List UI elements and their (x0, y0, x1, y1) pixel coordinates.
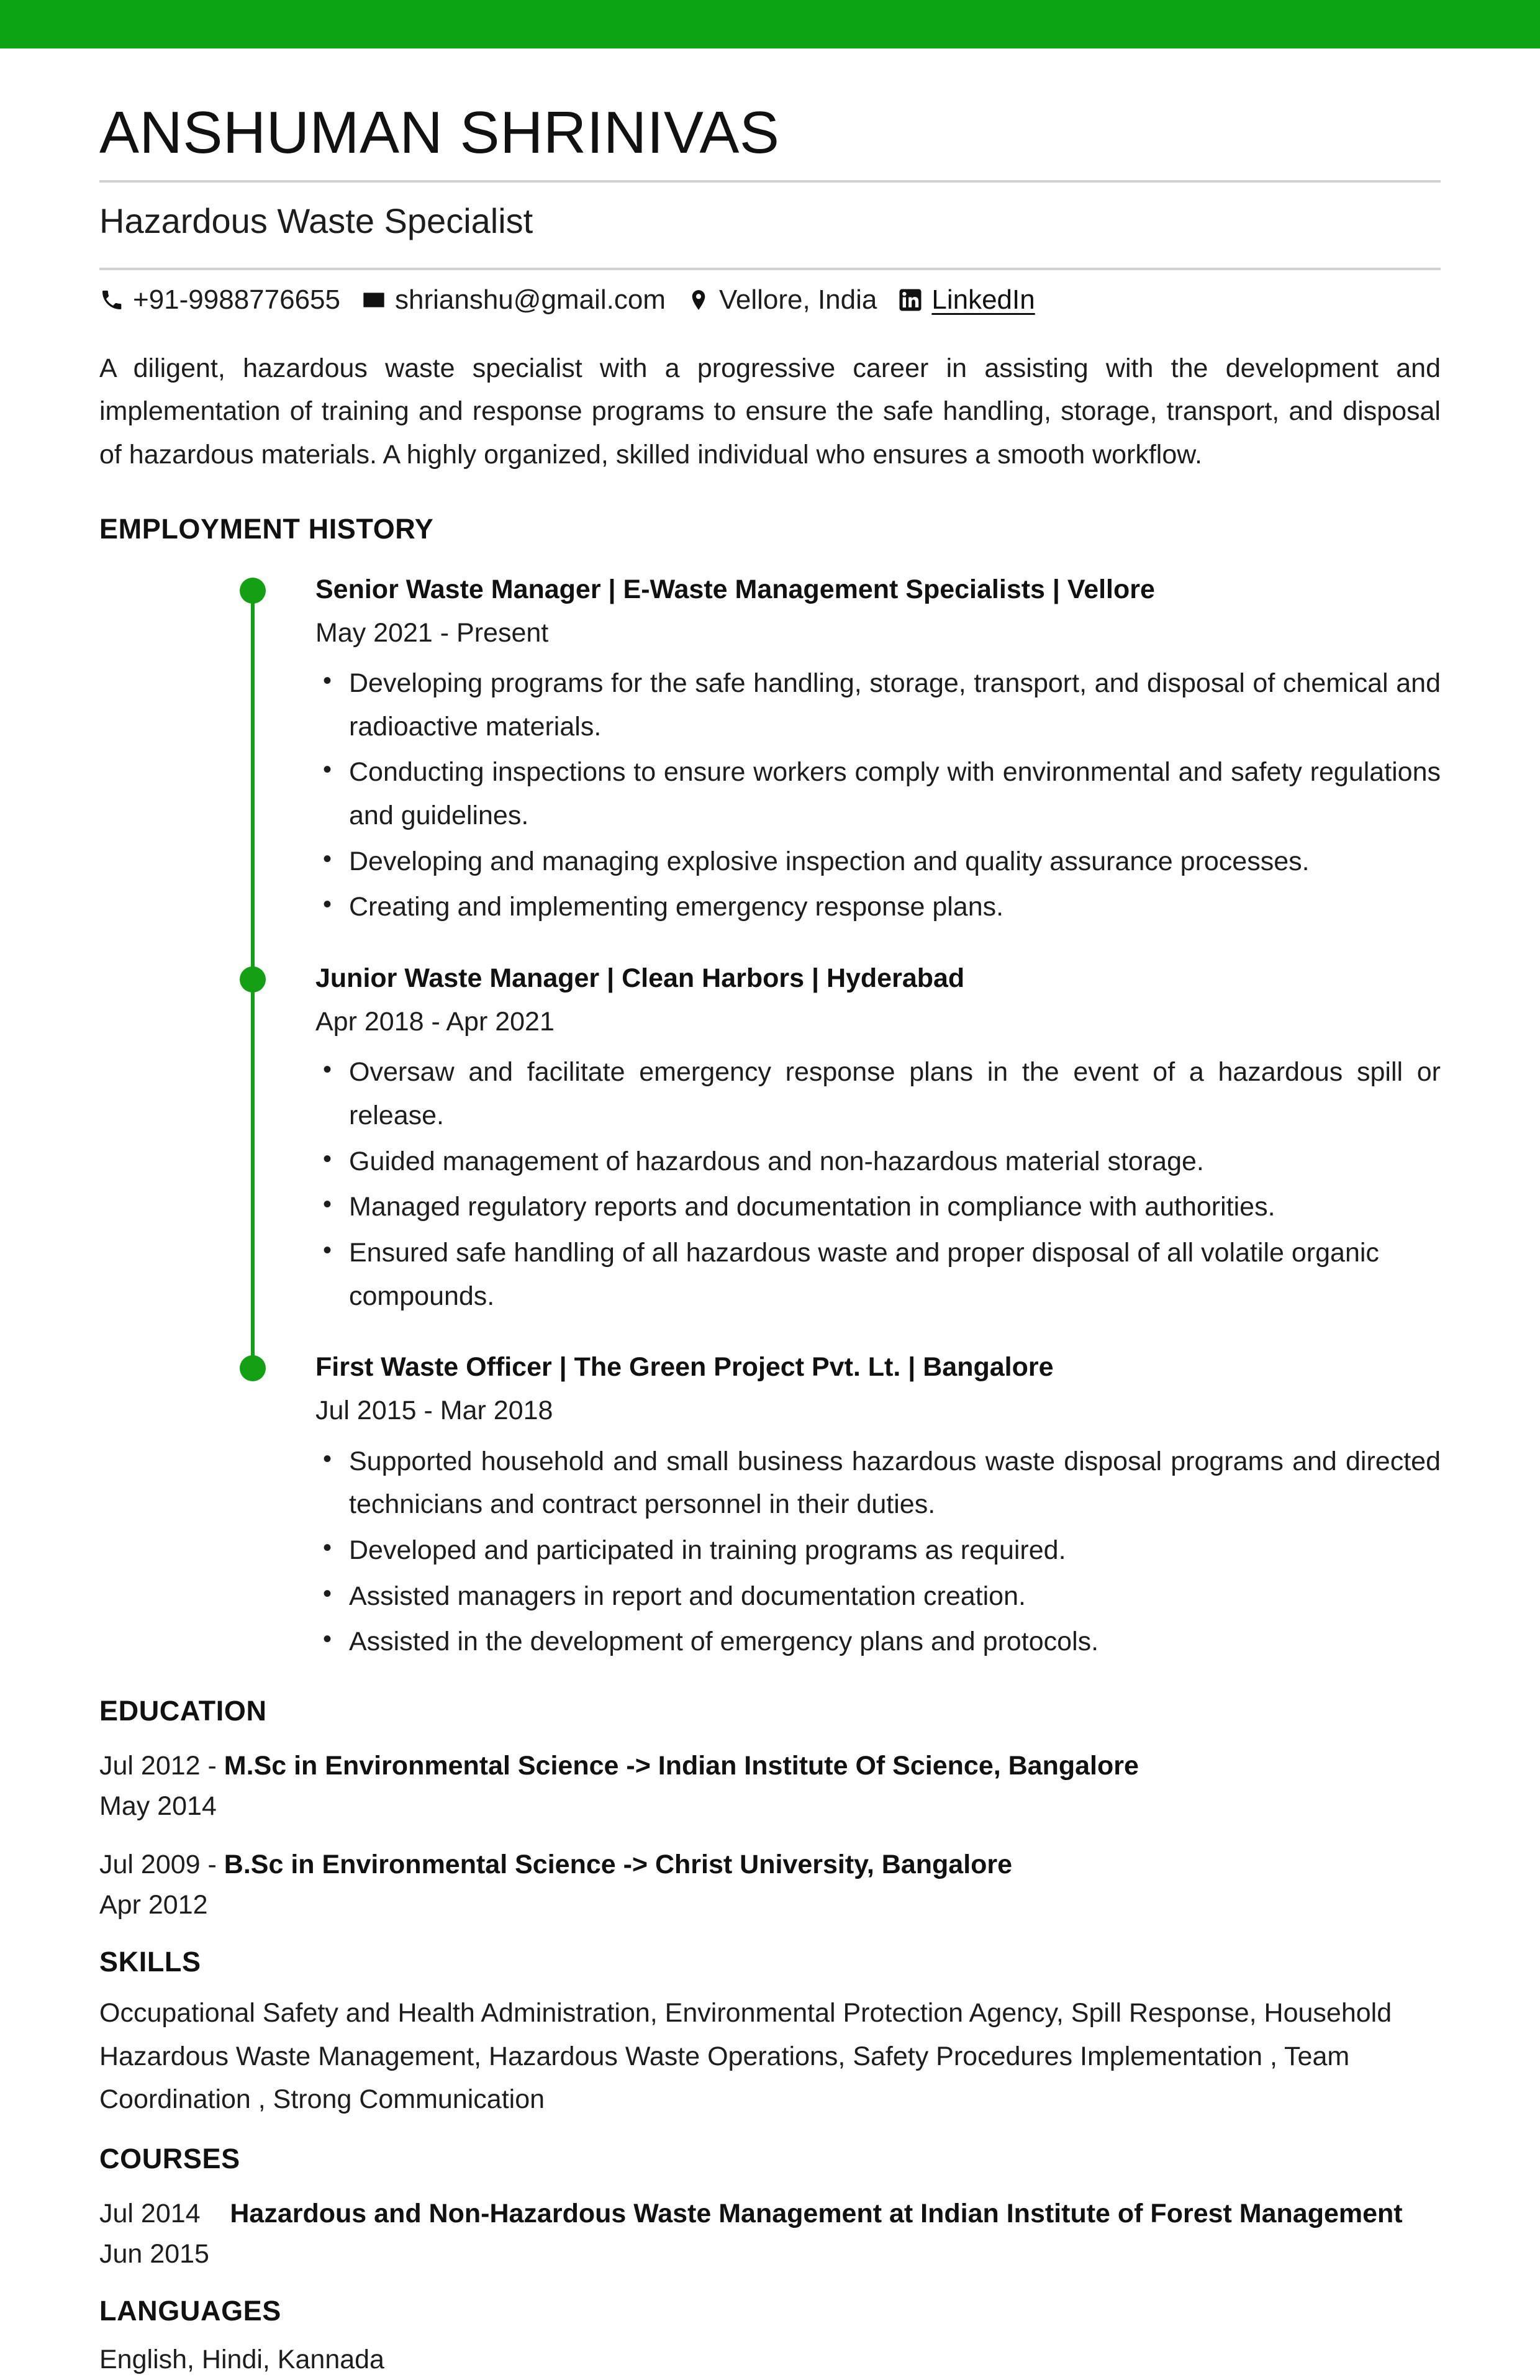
languages-section (99, 2295, 1441, 2380)
email-icon (361, 288, 386, 312)
phone-icon (99, 288, 124, 312)
employment-bullet: • Managed regulatory reports and documentation in compliance with authorities. (315, 1186, 1441, 1229)
resume-header (99, 96, 1441, 314)
courses-section (99, 2143, 1441, 2274)
employment-bullet: • Developing programs for the safe handling, storage, transport, and disposal of chemical and radioactive materials. (315, 662, 1441, 748)
spacer (99, 934, 1441, 960)
employment-bullet: • Assisted managers in report and documentation creation. (315, 1575, 1441, 1619)
employment-bullet: • Conducting inspections to ensure workers comply with environmental and safety regulations and guidelines. (315, 751, 1441, 837)
employment-role: First Waste Officer | The Green Project Pvt. Lt. | Bangalore (315, 1352, 1054, 1383)
employment-dates: May 2021 - Present (315, 617, 549, 648)
employment-bullets (315, 1440, 1441, 1664)
contact-phone (99, 286, 340, 314)
employment-dates: Apr 2018 - Apr 2021 (315, 1007, 555, 1037)
employment-bullets (315, 662, 1441, 929)
skills-heading: SKILLS (99, 1946, 201, 1978)
employment-role: Junior Waste Manager | Clean Harbors | Hyderabad (315, 963, 965, 994)
professional-summary: A diligent, hazardous waste specialist with a progressive career in assisting with the development and implementation of training and response programs to ensure the safe handling, storage, transport, and disposal of hazardous materials. A highly organized, skilled individual who ensures a smooth workflow. (99, 353, 1441, 470)
course-item (99, 2194, 1441, 2274)
contact-phone-text: +91-9988776655 (133, 284, 340, 315)
courses-heading: COURSES (99, 2143, 240, 2175)
employment-entry (99, 960, 1441, 1318)
course-name: Hazardous and Non-Hazardous Waste Management at Indian Institute of Forest Management (230, 2199, 1403, 2229)
employment-heading: EMPLOYMENT HISTORY (99, 512, 434, 545)
timeline-dot (240, 578, 266, 604)
employment-section (99, 513, 1441, 1664)
employment-bullets (315, 1051, 1441, 1318)
education-line (99, 1845, 1441, 1885)
contact-row (99, 270, 1441, 314)
candidate-job-title: Hazardous Waste Specialist (99, 201, 533, 240)
resume-page (0, 96, 1540, 2380)
employment-bullet: • Creating and implementing emergency response plans. (315, 886, 1441, 929)
linkedin-icon (898, 288, 923, 312)
education-end-date: Apr 2012 (99, 1889, 208, 1920)
languages-heading: LANGUAGES (99, 2295, 281, 2327)
languages-text: English, Hindi, Kannada (99, 2345, 384, 2375)
education-start-date: Jul 2012 - (99, 1751, 224, 1781)
top-accent-banner (0, 0, 1540, 48)
education-degree: M.Sc in Environmental Science -> Indian Institute Of Science, Bangalore (224, 1751, 1139, 1781)
course-end-date: Jun 2015 (99, 2238, 209, 2269)
contact-location (687, 286, 877, 314)
contact-location-text: Vellore, India (718, 284, 877, 315)
employment-bullet: • Supported household and small business hazardous waste disposal programs and directed technicians and contract personnel in their duties. (315, 1440, 1441, 1527)
skills-section (99, 1946, 1441, 2122)
education-heading: EDUCATION (99, 1695, 267, 1727)
contact-linkedin-text[interactable]: LinkedIn (931, 284, 1035, 315)
employment-entry (99, 1349, 1441, 1664)
timeline-dot (240, 1355, 266, 1381)
location-icon (687, 288, 710, 312)
employment-bullet: • Developing and managing explosive inspection and quality assurance processes. (315, 840, 1441, 884)
education-end-date: May 2014 (99, 1791, 217, 1821)
contact-email-text: shrianshu@gmail.com (395, 284, 666, 315)
education-section (99, 1695, 1441, 1925)
employment-bullet: • Guided management of hazardous and non-hazardous material storage. (315, 1140, 1441, 1184)
employment-bullet: • Developed and participated in training programs as required. (315, 1529, 1441, 1573)
contact-linkedin[interactable] (898, 286, 1035, 314)
employment-bullet: • Assisted in the development of emergency plans and protocols. (315, 1620, 1441, 1664)
candidate-name: ANSHUMAN SHRINIVAS (99, 99, 780, 166)
course-start-date: Jul 2014 (99, 2199, 201, 2229)
education-item (99, 1845, 1441, 1925)
employment-dates: Jul 2015 - Mar 2018 (315, 1396, 553, 1426)
employment-bullet: • Oversaw and facilitate emergency response plans in the event of a hazardous spill or release. (315, 1051, 1441, 1137)
skills-text: Occupational Safety and Health Administration, Environmental Protection Agency, Spill Response, Household Hazardous Waste Management, Hazardous Waste Operations, Safety Procedures Implementation , Team Coordination , Strong Communication (99, 1998, 1392, 2115)
employment-timeline (99, 571, 1441, 1664)
employment-entry (99, 571, 1441, 929)
course-line (99, 2194, 1441, 2234)
education-line (99, 1746, 1441, 1786)
employment-role: Senior Waste Manager | E-Waste Management Specialists | Vellore (315, 574, 1155, 604)
education-item (99, 1746, 1441, 1826)
timeline-dot (240, 966, 266, 992)
education-degree: B.Sc in Environmental Science -> Christ University, Bangalore (224, 1850, 1013, 1880)
contact-email (361, 286, 666, 314)
education-start-date: Jul 2009 - (99, 1850, 224, 1880)
employment-bullet: • Ensured safe handling of all hazardous waste and proper disposal of all volatile organic compounds. (315, 1232, 1441, 1318)
spacer (99, 1323, 1441, 1349)
